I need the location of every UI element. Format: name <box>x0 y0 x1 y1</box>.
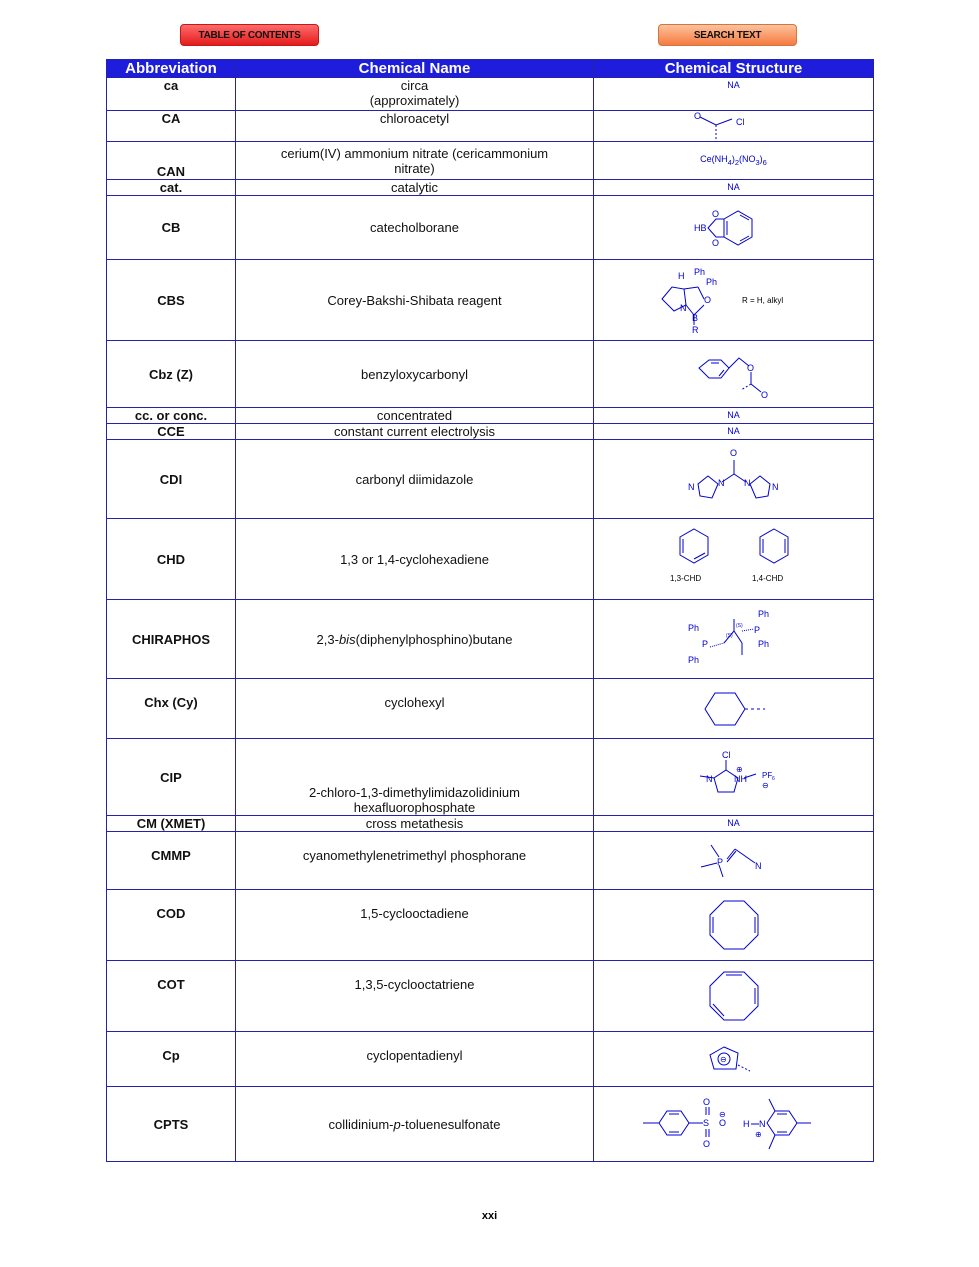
abbr-cell: CB <box>107 196 236 260</box>
svg-text:6: 6 <box>771 776 775 782</box>
table-row <box>107 424 874 440</box>
structure-cell <box>594 196 874 260</box>
abbr-cell: cat. <box>107 180 236 196</box>
abbr-cell: CHD <box>107 519 236 600</box>
name-cell: cyclopentadienyl <box>236 1032 594 1087</box>
abbr-cell: CM (XMET) <box>107 816 236 832</box>
catecholborane-structure-icon <box>694 205 774 251</box>
name-cell: carbonyl diimidazole <box>236 440 594 519</box>
svg-text:N: N <box>743 478 750 488</box>
cyclooctatriene-structure-icon <box>704 968 764 1024</box>
carbonyl-diimidazole-structure-icon <box>684 446 784 512</box>
chloroacetyl-structure-icon <box>694 111 774 141</box>
svg-text:NH: NH <box>733 774 747 784</box>
svg-text:Cl: Cl <box>735 117 744 127</box>
table-row <box>107 832 874 890</box>
table-row <box>107 1032 874 1087</box>
svg-text:P: P <box>701 639 708 649</box>
structure-cell <box>594 961 874 1032</box>
structure-cell: NA <box>594 78 874 111</box>
table-row <box>107 260 874 341</box>
abbr-cell: cc. or conc. <box>107 408 236 424</box>
svg-text:Ph: Ph <box>757 639 769 649</box>
abbr-cell: Cbz (Z) <box>107 341 236 408</box>
svg-text:N: N <box>717 478 724 488</box>
cyclohexyl-structure-icon <box>689 689 779 729</box>
svg-text:Ph: Ph <box>705 277 717 287</box>
svg-text:N: N <box>754 860 761 871</box>
name-cell <box>236 142 594 180</box>
name-cell: cyanomethylenetrimethyl phosphorane <box>236 832 594 890</box>
table-row <box>107 816 874 832</box>
svg-text:O: O <box>718 1118 726 1128</box>
svg-text:PF: PF <box>761 771 772 780</box>
name-cell: 1,3,5-cyclooctatriene <box>236 961 594 1032</box>
structure-cell <box>594 440 874 519</box>
svg-text:R: R <box>691 325 698 335</box>
cip-structure-icon <box>684 746 784 808</box>
name-cell: 1,5-cyclooctadiene <box>236 890 594 961</box>
name-cell <box>236 78 594 111</box>
name-cell: chloroacetyl <box>236 111 594 142</box>
name-line-1: cerium(IV) ammonium nitrate (cericammonium <box>280 145 549 161</box>
table-row <box>107 142 874 180</box>
table-row <box>107 440 874 519</box>
name-cell: constant current electrolysis <box>236 424 594 440</box>
svg-text:Ph: Ph <box>757 609 769 619</box>
name-cell <box>236 739 594 816</box>
cbs-reagent-structure-icon <box>654 265 814 335</box>
abbr-cell: CDI <box>107 440 236 519</box>
structure-cell <box>594 1087 874 1162</box>
svg-text:1,4-CHD: 1,4-CHD <box>751 574 783 583</box>
abbr-cell: CCE <box>107 424 236 440</box>
svg-text:O: O <box>760 390 768 400</box>
structure-cell <box>594 519 874 600</box>
structure-cell <box>594 1032 874 1087</box>
structure-cell <box>594 679 874 739</box>
cyclooctadiene-structure-icon <box>704 897 764 953</box>
name-line-2: nitrate) <box>394 160 435 176</box>
structure-cell <box>594 832 874 890</box>
abbr-cell: CPTS <box>107 1087 236 1162</box>
abbr-cell: Chx (Cy) <box>107 679 236 739</box>
svg-text:O: O <box>702 1097 710 1107</box>
abbr-cell: COT <box>107 961 236 1032</box>
svg-text:HB: HB <box>693 222 707 233</box>
structure-cell <box>594 600 874 679</box>
abbr-cell: CBS <box>107 260 236 341</box>
svg-text:P: P <box>716 856 723 867</box>
structure-cell: NA <box>594 408 874 424</box>
name-line-1: 2-chloro-1,3-dimethylimidazolidinium <box>309 785 520 800</box>
table-row <box>107 679 874 739</box>
name-cell: catalytic <box>236 180 594 196</box>
table-row <box>107 961 874 1032</box>
abbr-cell: CIP <box>107 739 236 816</box>
chiraphos-structure-icon <box>684 607 784 671</box>
name-cell: catecholborane <box>236 196 594 260</box>
svg-text:O: O <box>702 1139 710 1149</box>
svg-text:N: N <box>687 482 694 492</box>
header-row <box>107 60 874 78</box>
header-chemical-name: Chemical Name <box>236 60 594 78</box>
structure-cell: $Ce(NH_4)_2(NO_3)_6$ <box>594 142 874 180</box>
svg-text:(S): (S) <box>735 623 743 629</box>
cpts-structure-icon <box>639 1093 829 1155</box>
structure-cell <box>594 739 874 816</box>
name-cell: Corey-Bakshi-Shibata reagent <box>236 260 594 341</box>
structure-cell <box>594 890 874 961</box>
abbr-cell: CHIRAPHOS <box>107 600 236 679</box>
abbr-cell: CMMP <box>107 832 236 890</box>
abbr-cell: COD <box>107 890 236 961</box>
name-cell: 1,3 or 1,4-cyclohexadiene <box>236 519 594 600</box>
structure-cell <box>594 111 874 142</box>
svg-text:O: O <box>703 295 711 305</box>
structure-cell: NA <box>594 180 874 196</box>
cyclopentadienyl-structure-icon <box>704 1041 764 1077</box>
svg-text:1,3-CHD: 1,3-CHD <box>669 574 701 583</box>
svg-text:Ph: Ph <box>693 267 705 277</box>
svg-text:⊖: ⊖ <box>719 1055 727 1064</box>
svg-text:Cl: Cl <box>721 750 730 760</box>
svg-text:H: H <box>742 1119 749 1129</box>
cyclohexadiene-structure-icon <box>664 525 804 593</box>
abbr-cell: CA <box>107 111 236 142</box>
name-cell: collidinium-p-toluenesulfonate <box>236 1087 594 1162</box>
table-row <box>107 890 874 961</box>
structure-cell: NA <box>594 424 874 440</box>
svg-text:⊕: ⊕ <box>754 1130 762 1139</box>
svg-text:N: N <box>705 774 712 784</box>
svg-text:⊖: ⊖ <box>718 1110 726 1119</box>
table-row <box>107 180 874 196</box>
svg-text:H: H <box>677 271 684 281</box>
svg-text:O: O <box>711 208 719 219</box>
table-row <box>107 739 874 816</box>
abbr-cell: Cp <box>107 1032 236 1087</box>
svg-text:N: N <box>758 1119 765 1129</box>
table-of-contents-button[interactable]: TABLE OF CONTENTS <box>180 24 319 46</box>
svg-text:P: P <box>753 625 760 635</box>
abbr-cell: ca <box>107 78 236 111</box>
svg-text:N: N <box>771 482 778 492</box>
cmmp-structure-icon <box>689 839 779 883</box>
name-cell: 2,3-bis(diphenylphosphino)butane <box>236 600 594 679</box>
name-cell: concentrated <box>236 408 594 424</box>
svg-text:N: N <box>679 303 686 313</box>
svg-text:B: B <box>691 313 698 323</box>
header-chemical-structure: Chemical Structure <box>594 60 874 78</box>
structure-cell <box>594 260 874 341</box>
name-cell: cross metathesis <box>236 816 594 832</box>
svg-text:O: O <box>729 448 737 458</box>
svg-text:R = H, alkyl: R = H, alkyl <box>741 296 783 305</box>
structure-cell <box>594 341 874 408</box>
svg-text:⊖: ⊖ <box>761 781 769 790</box>
name-cell: cyclohexyl <box>236 679 594 739</box>
benzyloxycarbonyl-structure-icon <box>689 346 779 402</box>
table-row <box>107 600 874 679</box>
abbreviation-table <box>106 59 874 1162</box>
table-row <box>107 408 874 424</box>
name-line-2: hexafluorophosphate <box>353 800 476 815</box>
svg-text:(S): (S) <box>725 633 733 639</box>
abbr-cell: CAN <box>107 142 236 180</box>
table-row <box>107 78 874 111</box>
table-row <box>107 341 874 408</box>
structure-cell: NA <box>594 816 874 832</box>
svg-text:O: O <box>711 237 719 248</box>
name-cell: benzyloxycarbonyl <box>236 341 594 408</box>
svg-text:Ph: Ph <box>687 655 699 665</box>
table-row <box>107 196 874 260</box>
name-line-2: (approximately) <box>369 93 460 108</box>
header-abbreviation: Abbreviation <box>107 60 236 78</box>
svg-text:O: O <box>746 363 754 373</box>
table-row <box>107 519 874 600</box>
svg-text:Ph: Ph <box>687 623 699 633</box>
search-text-button[interactable]: SEARCH TEXT <box>658 24 797 46</box>
svg-text:⊕: ⊕ <box>735 765 743 774</box>
svg-text:S: S <box>702 1118 709 1128</box>
page-number: xxi <box>481 1210 498 1222</box>
table-row <box>107 1087 874 1162</box>
name-line-1: circa <box>400 78 429 93</box>
svg-text:O: O <box>693 111 701 121</box>
table-row <box>107 111 874 142</box>
